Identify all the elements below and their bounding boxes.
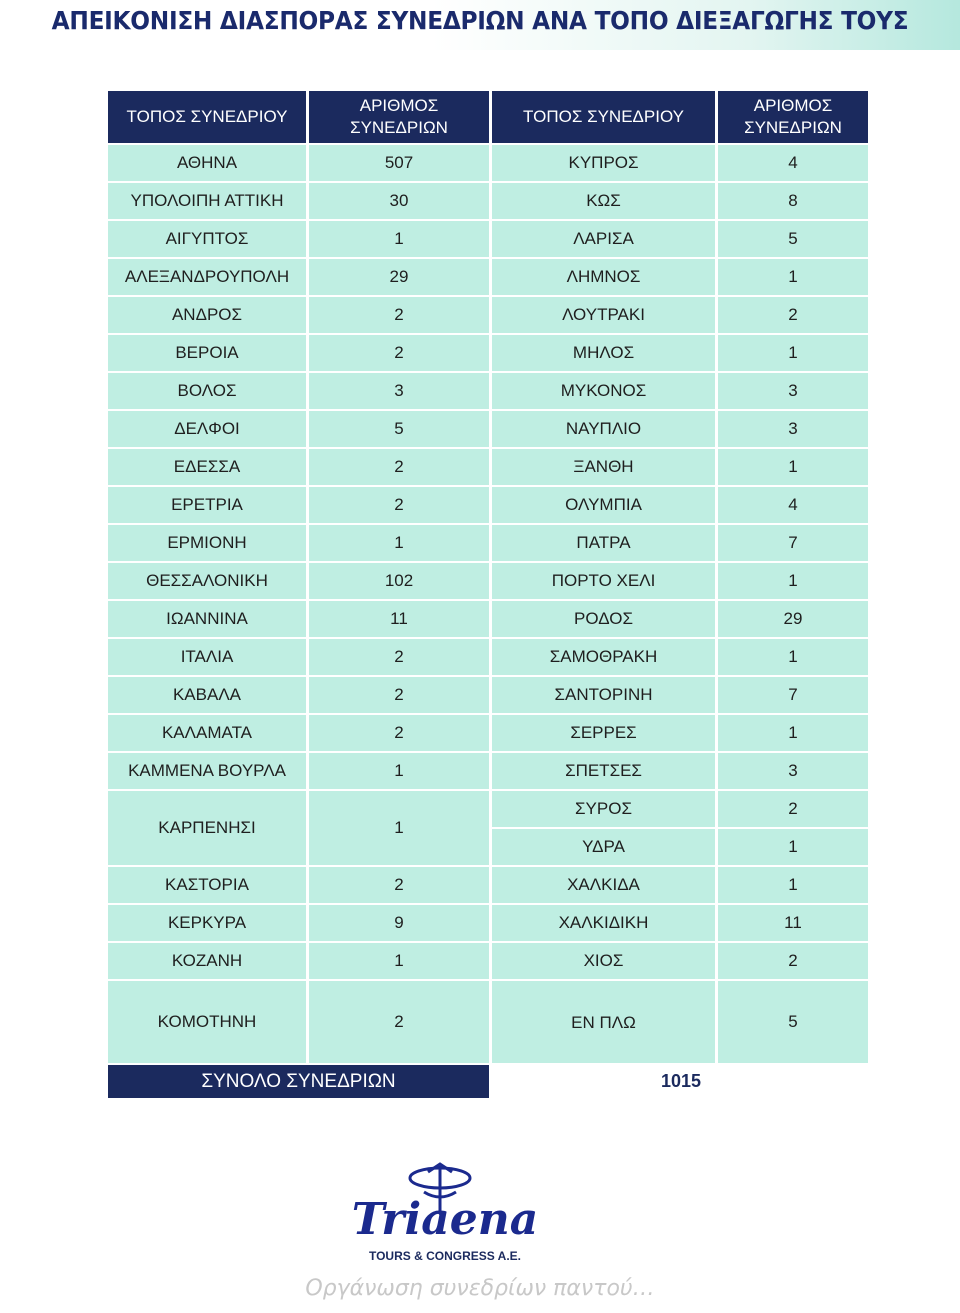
table-row: [108, 639, 868, 675]
count-cell: 102: [309, 563, 489, 599]
count-cell: 1: [718, 639, 868, 675]
place-cell: ΚΟΖΑΝΗ: [108, 943, 306, 979]
table-row: [108, 373, 868, 409]
table-row: [108, 601, 868, 637]
place-cell: ΚΑΜΜΕΝΑ ΒΟΥΡΛΑ: [108, 753, 306, 789]
count-cell: 2: [718, 943, 868, 979]
place-cell: ΚΩΣ: [492, 183, 715, 219]
count-cell: 29: [718, 601, 868, 637]
table-header-row: [108, 91, 868, 143]
table-row: [108, 221, 868, 257]
misc-count-cell: 5: [718, 981, 868, 1063]
place-cell: ΚΟΜΟΤΗΝΗ: [108, 981, 306, 1063]
count-cell: 2: [309, 449, 489, 485]
count-cell: 1: [309, 753, 489, 789]
count-cell: 2: [309, 715, 489, 751]
place-cell: ΑΙΓΥΠΤΟΣ: [108, 221, 306, 257]
place-cell: ΣΑΝΤΟΡΙΝΗ: [492, 677, 715, 713]
count-cell: 11: [718, 905, 868, 941]
table-row: [108, 525, 868, 561]
place-cell: ΜΥΚΟΝΟΣ: [492, 373, 715, 409]
count-cell: 2: [718, 297, 868, 333]
header-place-right: ΤΟΠΟΣ ΣΥΝΕΔΡΙΟΥ: [492, 91, 715, 143]
total-value: 1015: [492, 1065, 715, 1098]
table-row: [108, 981, 868, 1063]
place-cell: ΞΑΝΘΗ: [492, 449, 715, 485]
place-cell: ΚΑΡΠΕΝΗΣΙ: [108, 791, 306, 865]
count-cell: 2: [309, 981, 489, 1063]
count-cell: 3: [309, 373, 489, 409]
table-row: [108, 145, 868, 181]
count-cell: 3: [718, 411, 868, 447]
place-cell: ΛΟΥΤΡΑΚΙ: [492, 297, 715, 333]
table-row: [108, 259, 868, 295]
place-cell: ΚΑΒΑΛΑ: [108, 677, 306, 713]
place-cell: ΚΕΡΚΥΡΑ: [108, 905, 306, 941]
count-cell: 2: [309, 639, 489, 675]
place-cell: ΛΑΡΙΣΑ: [492, 221, 715, 257]
total-label: ΣΥΝΟΛΟ ΣΥΝΕΔΡΙΩΝ: [108, 1065, 489, 1098]
place-cell: ΕΡΕΤΡΙΑ: [108, 487, 306, 523]
table-row: [108, 335, 868, 371]
place-cell: ΚΑΣΤΟΡΙΑ: [108, 867, 306, 903]
place-cell: ΡΟΔΟΣ: [492, 601, 715, 637]
count-cell: 1: [309, 943, 489, 979]
count-cell: 1: [718, 829, 868, 865]
table-row: [108, 449, 868, 485]
table-row: [108, 791, 868, 827]
page-title: ΑΠΕΙΚΟΝΙΣΗ ΔΙΑΣΠΟΡΑΣ ΣΥΝΕΔΡΙΩΝ ΑΝΑ ΤΟΠΟ ΔΙΕΞΑΓΩΓΗΣ ΤΟΥΣ: [51, 6, 909, 35]
count-cell: 2: [309, 487, 489, 523]
count-cell: 507: [309, 145, 489, 181]
count-cell: 4: [718, 145, 868, 181]
place-cell: ΘΕΣΣΑΛΟΝΙΚΗ: [108, 563, 306, 599]
place-cell: ΥΔΡΑ: [492, 829, 715, 865]
count-cell: 8: [718, 183, 868, 219]
table-row: [108, 715, 868, 751]
header-count-left: ΑΡΙΘΜΟΣ ΣΥΝΕΔΡΙΩΝ: [309, 91, 489, 143]
conferences-table: [105, 89, 871, 1100]
place-cell: ΣΠΕΤΣΕΣ: [492, 753, 715, 789]
logo-subtitle: TOURS & CONGRESS A.E.: [368, 1249, 522, 1263]
place-cell: ΙΩΑΝΝΙΝΑ: [108, 601, 306, 637]
trident-logo-icon: [350, 1162, 540, 1267]
header-count-right: ΑΡΙΘΜΟΣ ΣΥΝΕΔΡΙΩΝ: [718, 91, 868, 143]
place-cell: ΕΡΜΙΟΝΗ: [108, 525, 306, 561]
place-cell: ΑΘΗΝΑ: [108, 145, 306, 181]
count-cell: 7: [718, 677, 868, 713]
count-cell: 2: [309, 297, 489, 333]
count-cell: 2: [718, 791, 868, 827]
place-cell: ΥΠΟΛΟΙΠΗ ΑΤΤΙΚΗ: [108, 183, 306, 219]
logo-brand: Triaena: [351, 1194, 539, 1245]
place-cell: ΔΕΛΦΟΙ: [108, 411, 306, 447]
place-cell: ΧΙΟΣ: [492, 943, 715, 979]
count-cell: 1: [718, 867, 868, 903]
company-logo: [350, 1162, 540, 1267]
place-cell: ΣΕΡΡΕΣ: [492, 715, 715, 751]
place-cell: ΝΑΥΠΛΙΟ: [492, 411, 715, 447]
count-cell: 3: [718, 753, 868, 789]
count-cell: 2: [309, 867, 489, 903]
table-row: [108, 487, 868, 523]
place-cell: ΧΑΛΚΙΔΙΚΗ: [492, 905, 715, 941]
total-blank: [718, 1065, 868, 1098]
count-cell: 2: [309, 335, 489, 371]
count-cell: 30: [309, 183, 489, 219]
count-cell: 1: [718, 259, 868, 295]
place-cell: ΒΕΡΟΙΑ: [108, 335, 306, 371]
count-cell: 5: [718, 221, 868, 257]
count-cell: 1: [309, 525, 489, 561]
table-row: [108, 943, 868, 979]
count-cell: 5: [309, 411, 489, 447]
place-cell: ΟΛΥΜΠΙΑ: [492, 487, 715, 523]
count-cell: 4: [718, 487, 868, 523]
place-cell: ΣΑΜΟΘΡΑΚΗ: [492, 639, 715, 675]
place-cell: ΒΟΛΟΣ: [108, 373, 306, 409]
count-cell: 7: [718, 525, 868, 561]
table-row: [108, 753, 868, 789]
table-row: [108, 183, 868, 219]
place-cell: ΛΗΜΝΟΣ: [492, 259, 715, 295]
count-cell: 11: [309, 601, 489, 637]
table-row: [108, 297, 868, 333]
count-cell: 1: [718, 335, 868, 371]
place-cell: ΕΔΕΣΣΑ: [108, 449, 306, 485]
count-cell: 9: [309, 905, 489, 941]
place-cell: ΑΝΔΡΟΣ: [108, 297, 306, 333]
misc-place-cell: ΕΝ ΠΛΩ: [492, 981, 715, 1063]
count-cell: 1: [309, 221, 489, 257]
place-cell: ΚΑΛΑΜΑΤΑ: [108, 715, 306, 751]
place-cell: ΑΛΕΞΑΝΔΡΟΥΠΟΛΗ: [108, 259, 306, 295]
table-row: [108, 563, 868, 599]
count-cell: 2: [309, 677, 489, 713]
place-cell: ΚΥΠΡΟΣ: [492, 145, 715, 181]
total-row: [108, 1065, 868, 1098]
place-cell: ΙΤΑΛΙΑ: [108, 639, 306, 675]
count-cell: 1: [718, 449, 868, 485]
place-cell: ΠΑΤΡΑ: [492, 525, 715, 561]
header-place-left: ΤΟΠΟΣ ΣΥΝΕΔΡΙΟΥ: [108, 91, 306, 143]
count-cell: 3: [718, 373, 868, 409]
table-row: [108, 411, 868, 447]
count-cell: 1: [718, 563, 868, 599]
place-cell: ΧΑΛΚΙΔΑ: [492, 867, 715, 903]
count-cell: 29: [309, 259, 489, 295]
count-cell: 1: [718, 715, 868, 751]
footer-slogan: Οργάνωση συνεδρίων παντού…: [305, 1276, 655, 1301]
count-cell: 1: [309, 791, 489, 865]
place-cell: ΠΟΡΤΟ ΧΕΛΙ: [492, 563, 715, 599]
table-row: [108, 677, 868, 713]
place-cell: ΣΥΡΟΣ: [492, 791, 715, 827]
table-row: [108, 867, 868, 903]
table-row: [108, 905, 868, 941]
place-cell: ΜΗΛΟΣ: [492, 335, 715, 371]
